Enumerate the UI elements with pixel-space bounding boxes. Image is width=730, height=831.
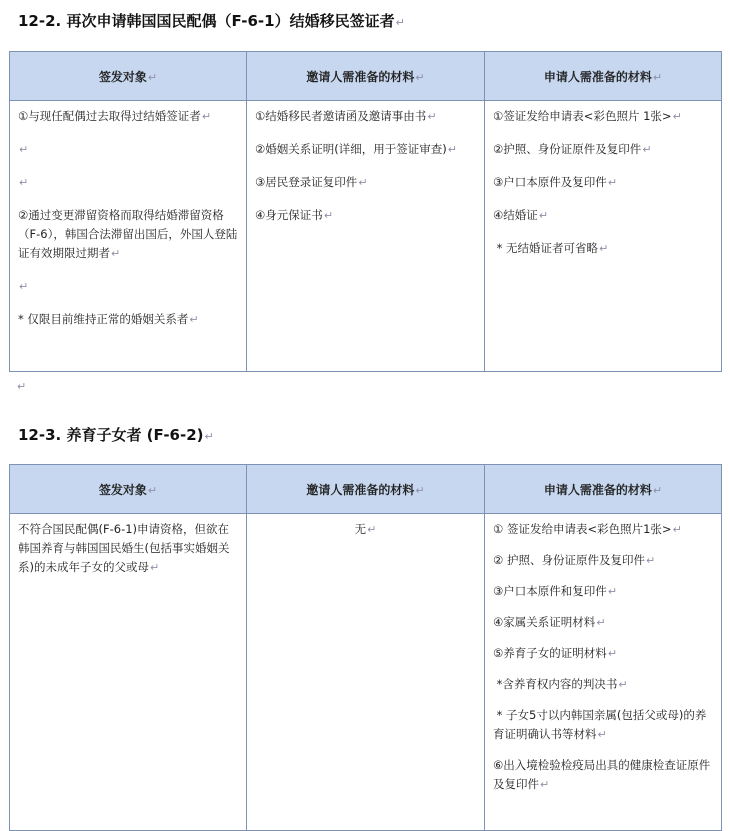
- header-applicant-materials: 申请人需准备的材料↵: [485, 52, 722, 101]
- list-item: * 子女5寸以内韩国亲属(包括父或母)的养育证明确认书等材料↵: [493, 708, 707, 741]
- cell-issue-target: [10, 514, 247, 831]
- list-item: ④结婚证↵: [493, 208, 549, 222]
- header-issue-target: 签发对象↵: [10, 52, 247, 101]
- paragraph-mark: ↵: [17, 380, 27, 393]
- list-item: ③户口本原件及复印件↵: [493, 175, 618, 189]
- list-item: ①结婚移民者邀请函及邀请事由书↵: [255, 109, 437, 123]
- cell-applicant-materials: [485, 101, 722, 372]
- header-inviter-materials: 邀请人需准备的材料↵: [247, 52, 485, 101]
- section-title-12-2: 12-2. 再次申请韩国国民配偶（F-6-1）结婚移民签证者↵: [18, 12, 405, 30]
- list-item: 无↵: [354, 522, 377, 536]
- list-item: ②通过变更滞留资格而取得结婚滞留资格（F-6），韩国合法滞留出国后，外国人登陆证有效期限过期者↵: [18, 208, 238, 260]
- table-row: [10, 514, 722, 831]
- table-row: [10, 101, 722, 372]
- table-header-row: [10, 52, 722, 101]
- list-item: ②婚姻关系证明(详细，用于签证审查)↵: [255, 142, 457, 156]
- list-item: ↵: [19, 176, 29, 189]
- table-12-3: [9, 464, 722, 831]
- list-item: ①签证发给申请表<彩色照片 1张>↵: [493, 109, 682, 123]
- cell-applicant-materials: [485, 514, 722, 831]
- section-title-12-3: 12-3. 养育子女者 (F-6-2)↵: [18, 426, 214, 444]
- list-item: * 仅限目前维持正常的婚姻关系者↵: [18, 312, 199, 326]
- list-item: ↵: [19, 143, 29, 156]
- list-item: ④家属关系证明材料↵: [493, 615, 606, 629]
- header-issue-target: 签发对象↵: [10, 465, 247, 514]
- list-item: *含养育权内容的判决书↵: [496, 677, 628, 691]
- list-item: ①与现任配偶过去取得过结婚签证者↵: [18, 109, 212, 123]
- header-applicant-materials: 申请人需准备的材料↵: [485, 465, 722, 514]
- cell-inviter-materials: [247, 514, 485, 831]
- list-item: ⑤养育子女的证明材料↵: [493, 646, 618, 660]
- list-item: ③居民登录证复印件↵: [255, 175, 368, 189]
- list-item: ① 签证发给申请表<彩色照片1张>↵: [493, 522, 682, 536]
- header-inviter-materials: 邀请人需准备的材料↵: [247, 465, 485, 514]
- list-item: 不符合国民配偶(F-6-1)申请资格，但欲在韩国养育与韩国国民婚生(包括事实婚姻关系)的未成年子女的父或母↵: [18, 522, 230, 574]
- list-item: ↵: [19, 280, 29, 293]
- list-item: * 无结婚证者可省略↵: [496, 241, 609, 255]
- list-item: ④身元保证书↵: [255, 208, 334, 222]
- list-item: ②护照、身份证原件及复印件↵: [493, 142, 652, 156]
- table-12-2: [9, 51, 722, 372]
- cell-inviter-materials: [247, 101, 485, 372]
- list-item: ③户口本原件和复印件↵: [493, 584, 618, 598]
- table-header-row: [10, 465, 722, 514]
- list-item: ⑥出入境检验检疫局出具的健康检查证原件及复印件↵: [493, 758, 711, 791]
- cell-issue-target: [10, 101, 247, 372]
- list-item: ② 护照、身份证原件及复印件↵: [493, 553, 656, 567]
